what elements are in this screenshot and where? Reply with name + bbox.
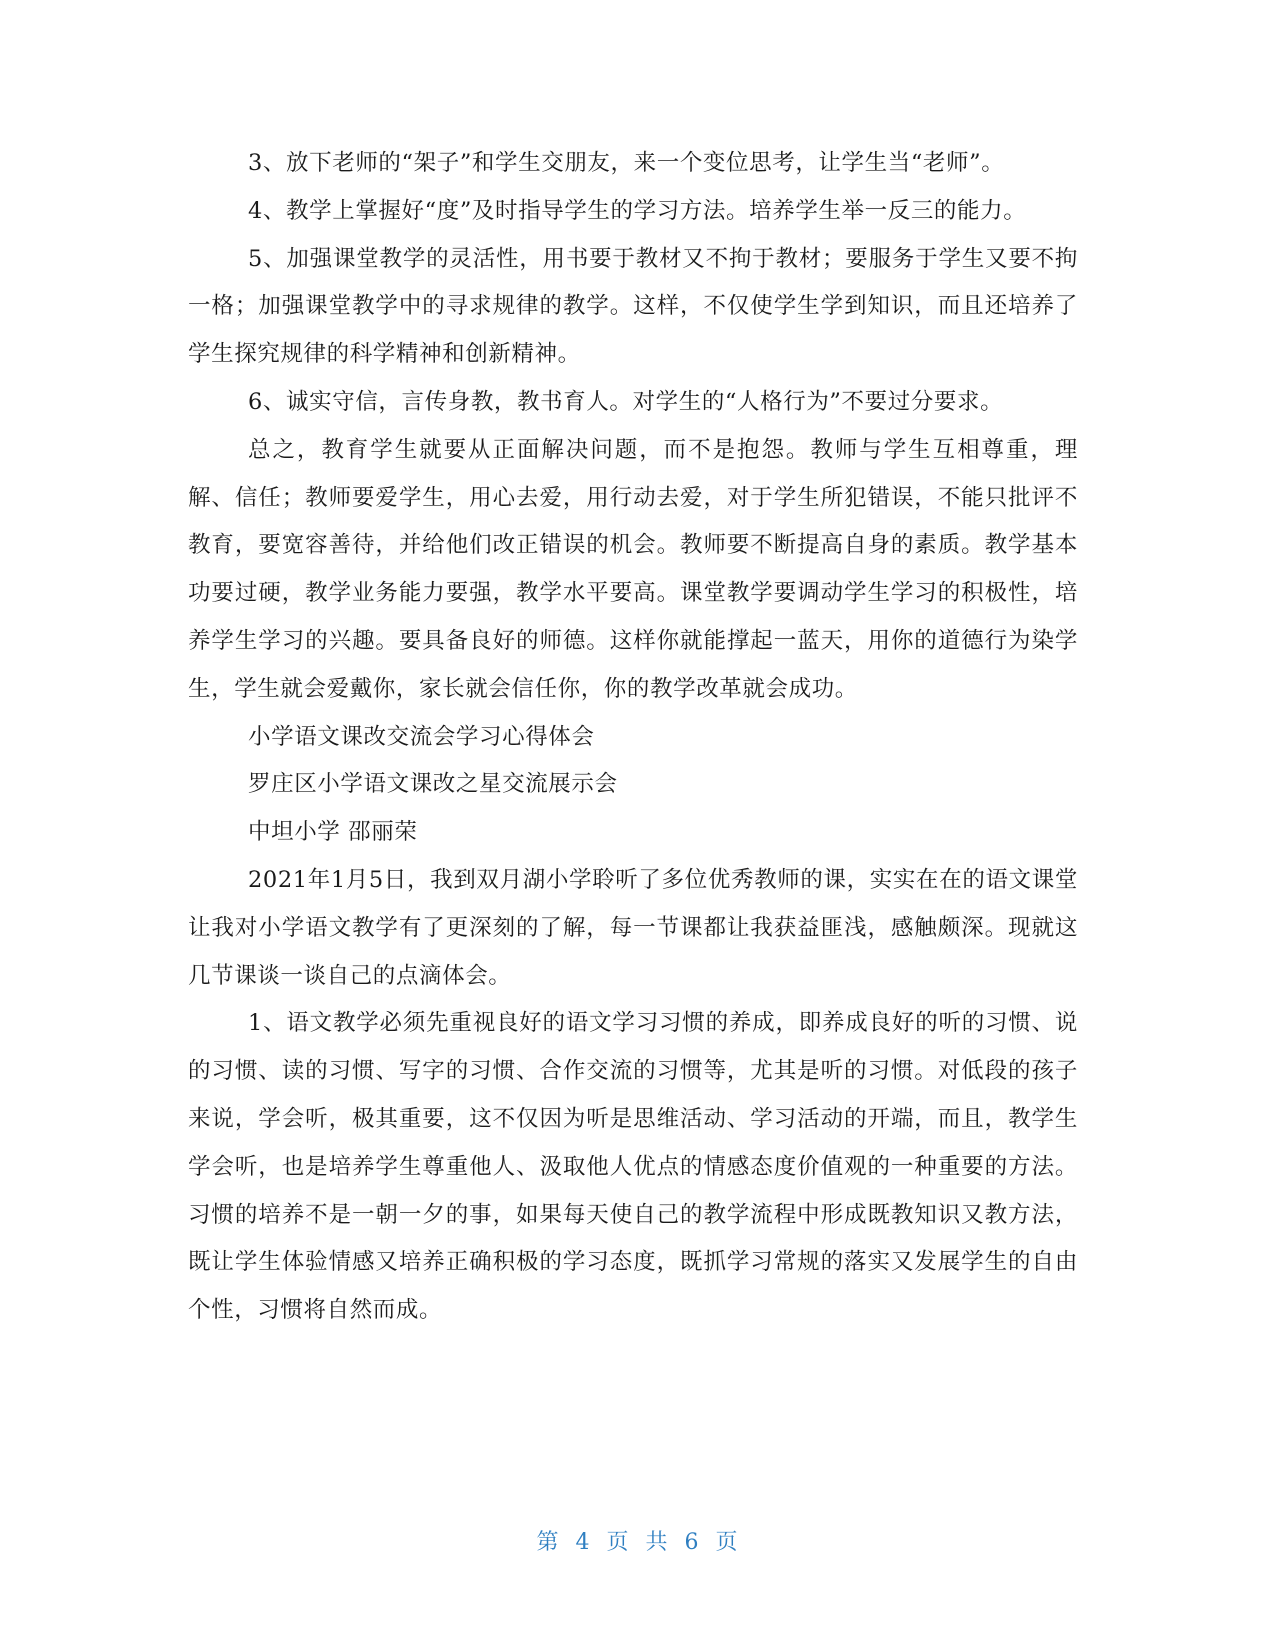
paragraph-item-4: 4、教学上掌握好“度”及时指导学生的学习方法。培养学生举一反三的能力。 bbox=[248, 197, 1027, 224]
document-body bbox=[188, 140, 1078, 1335]
event-name: 罗庄区小学语文课改之星交流展示会 bbox=[248, 771, 618, 798]
paragraph-item-5: 5、加强课堂教学的灵活性，用书要于教材又不拘于教材；要服务于学生又要不拘一格；加强课堂教学中的寻求规律的教学。这样，不仅使学生学到知识，而且还培养了学生探究规律的科学精神和创新精神。 bbox=[188, 245, 1078, 368]
author-line: 中坦小学 邵丽荣 bbox=[248, 819, 418, 846]
paragraph-intro: 2021年1月5日，我到双月湖小学聆听了多位优秀教师的课，实实在在的语文课堂让我对小学语文教学有了更深刻的了解，每一节课都让我获益匪浅，感触颇深。现就这几节课谈一谈自己的点滴体会。 bbox=[188, 866, 1078, 989]
section-title: 小学语文课改交流会学习心得体会 bbox=[248, 723, 595, 750]
paragraph-point-1: 1、语文教学必须先重视良好的语文学习习惯的养成，即养成良好的听的习惯、说的习惯、读的习惯、写字的习惯、合作交流的习惯等，尤其是听的习惯。对低段的孩子来说，学会听，极其重要，这不仅因为听是思维活动、学习活动的开端，而且，教学生学会听，也是培养学生尊重他人、汲取他人优点的情感态度价值观的一种重要的方法。习惯的培养不是一朝一夕的事，如果每天使自己的教学流程中形成既教知识又教方法，既让学生体验情感又培养正确积极的学习态度，既抓学习常规的落实又发展学生的自由个性，习惯将自然而成。 bbox=[188, 1010, 1078, 1324]
paragraph-item-3: 3、放下老师的“架子”和学生交朋友，来一个变位思考，让学生当“老师”。 bbox=[248, 150, 1005, 176]
paragraph-item-6: 6、诚实守信，言传身教，教书育人。对学生的“人格行为”不要过分要求。 bbox=[248, 388, 1004, 415]
page-number-footer: 第 4 页 共 6 页 bbox=[536, 1530, 739, 1555]
paragraph-summary: 总之，教育学生就要从正面解决问题，而不是抱怨。教师与学生互相尊重，理解、信任；教师要爱学生，用心去爱，用行动去爱，对于学生所犯错误，不能只批评不教育，要宽容善待，并给他们改正错误的机会。教师要不断提高自身的素质。教学基本功要过硬，教学业务能力要强，教学水平要高。课堂教学要调动学生学习的积极性，培养学生学习的兴趣。要具备良好的师德。这样你就能撑起一蓝天，用你的道德行为染学生，学生就会爱戴你，家长就会信任你，你的教学改革就会成功。 bbox=[188, 436, 1078, 702]
